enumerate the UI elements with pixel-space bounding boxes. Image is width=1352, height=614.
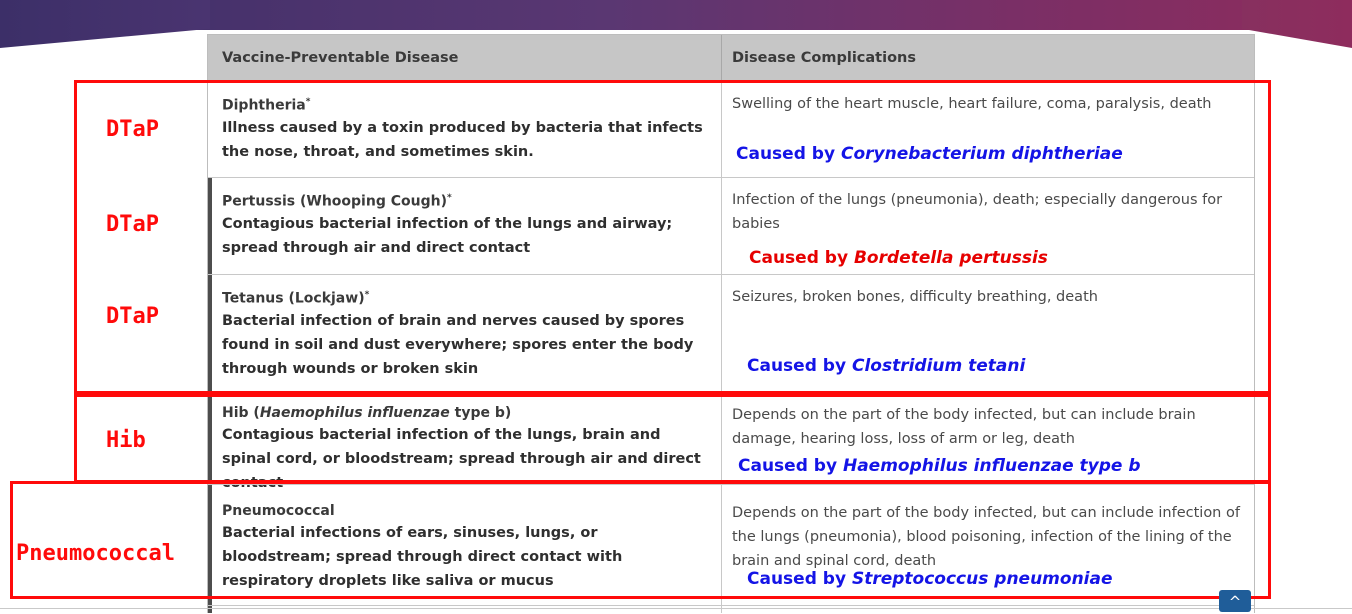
scroll-to-top-button[interactable] [1219, 590, 1251, 612]
slide-header-wedge-right [1242, 0, 1352, 48]
caused-by-pertussis: Caused by Bordetella pertussis [749, 248, 1048, 268]
disease-cell [208, 397, 721, 491]
complications-cell: Depends on the part of the body infected, but can include brain damage, hearing loss, loss of arm or leg, death [721, 397, 1254, 485]
vaccine-disease-table [207, 34, 1255, 613]
vaccine-label-hib: Hib [106, 428, 146, 453]
complications-cell: Swelling of the heart muscle, heart failure, coma, paralysis, death [721, 82, 1254, 178]
disease-cell [208, 178, 721, 275]
disease-name: Pertussis (Whooping Cough)* [222, 193, 452, 210]
table-row [208, 81, 1254, 178]
disease-description: Contagious bacterial infection of the lungs, brain and spinal cord, or bloodstream; spread through air and direct contact [222, 427, 701, 491]
disease-description: Illness caused by a toxin produced by bacteria that infects the nose, throat, and sometimes skin. [222, 119, 703, 160]
disease-cell [208, 485, 721, 613]
header-disease: Vaccine-Preventable Disease [222, 50, 459, 66]
header-complications: Disease Complications [721, 35, 1254, 81]
disease-description: Contagious bacterial infection of the lungs and airway; spread through air and direct contact [222, 215, 673, 256]
disease-name: Tetanus (Lockjaw)* [222, 290, 370, 307]
disease-cell [208, 82, 721, 178]
slide-header-wedge-left [0, 0, 210, 48]
disease-name: Hib (Haemophilus influenzae type b) [222, 405, 512, 421]
table-header-row [208, 35, 1254, 81]
disease-cell [208, 275, 721, 397]
complications-cell: Seizures, broken bones, difficulty breathing, death [721, 275, 1254, 397]
vaccine-label-pneumococcal: Pneumococcal [16, 541, 175, 566]
chevron-up-icon: ^ [1228, 593, 1242, 611]
disease-name: Diphtheria* [222, 97, 311, 114]
caused-by-tetanus: Caused by Clostridium tetani [747, 356, 1026, 376]
caused-by-pneumococcus: Caused by Streptococcus pneumoniae [747, 569, 1113, 589]
table-row [208, 484, 1254, 613]
disease-name: Pneumococcal [222, 503, 335, 519]
caused-by-hib: Caused by Haemophilus influenzae type b [738, 456, 1141, 476]
vaccine-label-dtap: DTaP [106, 212, 159, 237]
disease-description: Bacterial infections of ears, sinuses, lungs, or bloodstream; spread through direct contact with respiratory droplets like saliva or mucus [222, 525, 623, 589]
table-row [208, 396, 1254, 491]
disease-description: Bacterial infection of brain and nerves caused by spores found in soil and dust everywhere; spores enter the body through wounds or broken skin [222, 312, 694, 377]
page-divider [0, 608, 1352, 609]
vaccine-label-dtap: DTaP [106, 117, 159, 142]
caused-by-diphtheria: Caused by Corynebacterium diphtheriae [736, 144, 1123, 164]
complications-cell: Depends on the part of the body infected, but can include infection of the lungs (pneumonia), blood poisoning, infection of the lining of the brain and spinal cord, death [721, 485, 1254, 613]
vaccine-label-dtap: DTaP [106, 304, 159, 329]
table-row [208, 177, 1254, 275]
complications-cell: Infection of the lungs (pneumonia), death; especially dangerous for babies [721, 178, 1254, 275]
table-row [208, 274, 1254, 397]
